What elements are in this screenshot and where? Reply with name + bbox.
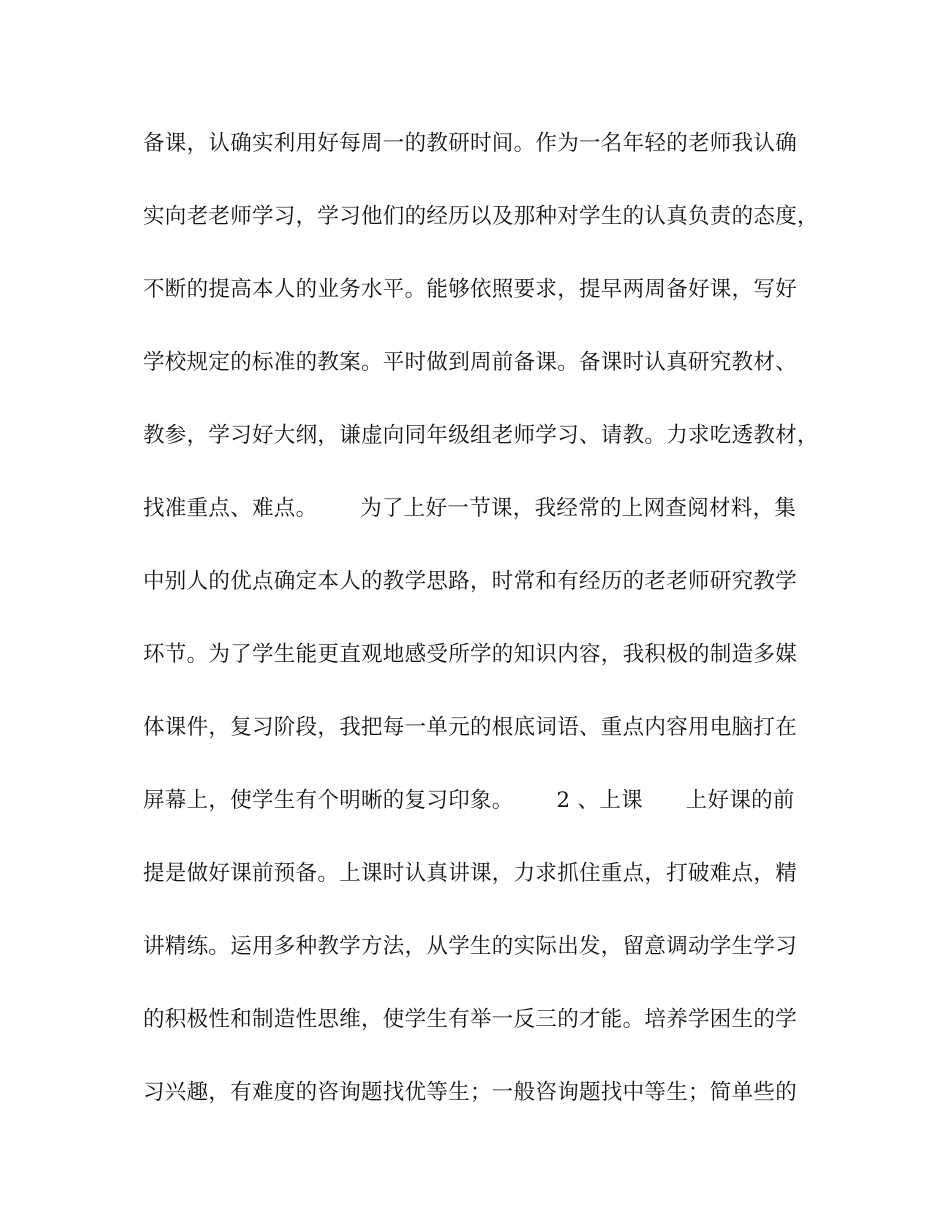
- text-line: 实向老老师学习，学习他们的经历以及那种对学生的认真负责的态度，: [143, 204, 819, 229]
- text-line: 体课件，复习阶段，我把每一单元的根底词语、重点内容用电脑打在: [143, 715, 798, 740]
- text-line: 屏幕上，使学生有个明晰的复习印象。 2 、上课 上好课的前: [143, 788, 795, 813]
- text-line: 的积极性和制造性思维，使学生有举一反三的才能。培养学困生的学: [143, 1007, 798, 1032]
- text-line: 教参，学习好大纲，谦虚向同年级组老师学习、请教。力求吃透教材，: [143, 423, 819, 448]
- text-line: 讲精练。运用多种教学方法，从学生的实际出发，留意调动学生学习: [143, 934, 798, 959]
- text-line: 不断的提高本人的业务水平。能够依照要求，提早两周备好课，写好: [143, 277, 798, 302]
- text-line: 备课，认确实利用好每周一的教研时间。作为一名年轻的老师我认确: [143, 131, 798, 156]
- text-line: 提是做好课前预备。上课时认真讲课，力求抓住重点，打破难点，精: [143, 861, 798, 886]
- text-line: 找准重点、难点。 为了上好一节课，我经常的上网查阅材料，集: [143, 496, 797, 521]
- text-line: 学校规定的标准的教案。平时做到周前备课。备课时认真研究教材、: [143, 350, 798, 375]
- body-text: [143, 120, 823, 1142]
- text-line: 中别人的优点确定本人的教学思路，时常和有经历的老老师研究教学: [143, 569, 798, 594]
- text-line: 习兴趣，有难度的咨询题找优等生；一般咨询题找中等生；简单些的: [143, 1080, 798, 1105]
- text-line: 环节。为了学生能更直观地感受所学的知识内容，我积极的制造多媒: [143, 642, 798, 667]
